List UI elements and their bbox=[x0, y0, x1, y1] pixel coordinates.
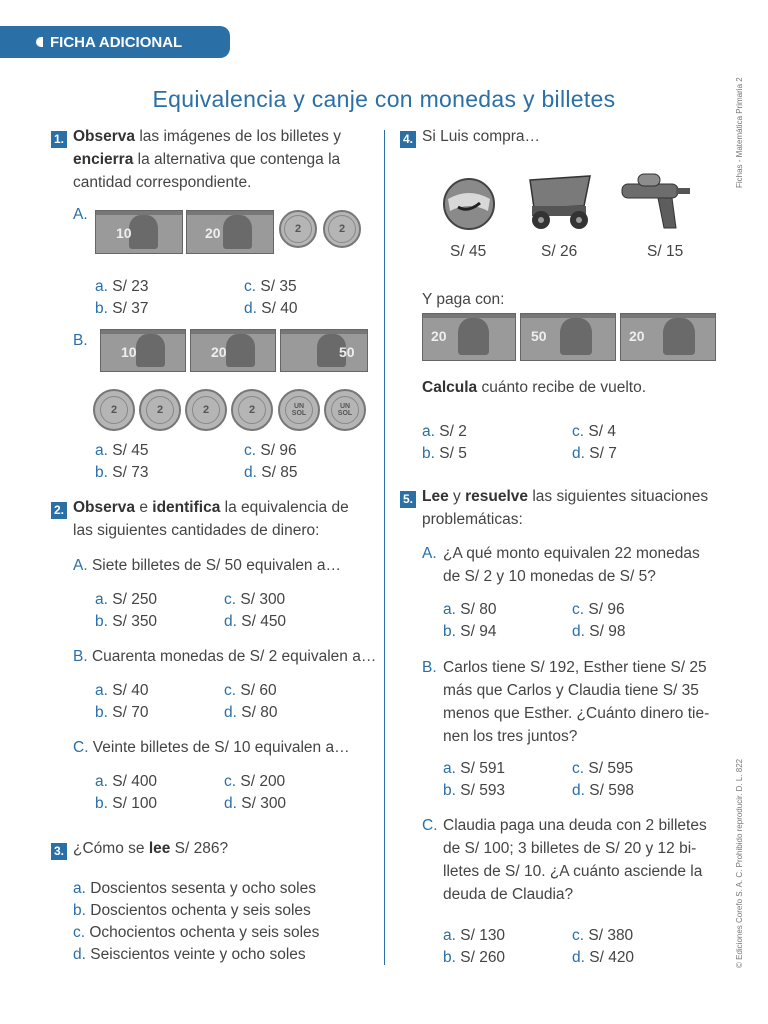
q5-line-1: Lee y resuelve las siguientes situaciones bbox=[422, 488, 709, 505]
q2-b-statement: B. Cuarenta monedas de S/ 2 equivalen a… bbox=[73, 648, 377, 665]
soccer-ball-icon bbox=[442, 177, 496, 231]
q2c-option-a: a. S/ 400 bbox=[95, 773, 158, 790]
q5a-option-c: c. S/ 96 bbox=[572, 601, 625, 618]
bill-50: 50 bbox=[280, 329, 368, 372]
q2a-option-a: a. S/ 250 bbox=[95, 591, 158, 608]
q3-option-b: b. Doscientos ochenta y seis soles bbox=[73, 902, 311, 919]
section-tab bbox=[0, 26, 230, 58]
q4-option-a: a. S/ 2 bbox=[422, 423, 467, 440]
bill-20: 20 bbox=[190, 329, 276, 372]
q1b-option-b: b. S/ 73 bbox=[95, 464, 149, 481]
q5-b-line-1: Carlos tiene S/ 192, Esther tiene S/ 25 bbox=[443, 659, 707, 676]
q5b-option-b: b. S/ 593 bbox=[443, 782, 506, 799]
coin-1-sol: UN SOL bbox=[278, 389, 320, 431]
q5a-option-d: d. S/ 98 bbox=[572, 623, 626, 640]
q4-option-b: b. S/ 5 bbox=[422, 445, 467, 462]
q2a-option-d: d. S/ 450 bbox=[224, 613, 287, 630]
q1-a-label: A. bbox=[73, 206, 88, 223]
coin-2: 2 bbox=[185, 389, 227, 431]
bill-20: 20 bbox=[186, 210, 274, 254]
water-gun-icon bbox=[618, 172, 692, 232]
q3-option-d: d. Seiscientos veinte y ocho soles bbox=[73, 946, 306, 963]
price-truck: S/ 26 bbox=[541, 243, 578, 260]
column-divider bbox=[384, 130, 385, 965]
q5-a-line-1: ¿A qué monto equivalen 22 monedas bbox=[443, 545, 700, 562]
q5-a-label: A. bbox=[422, 545, 437, 562]
q4-paga-label: Y paga con: bbox=[422, 291, 505, 308]
q5-b-line-3: menos que Esther. ¿Cuánto dinero tie- bbox=[443, 705, 710, 722]
q1-line-3: cantidad correspondiente. bbox=[73, 174, 252, 191]
bill-20: 20 bbox=[620, 313, 716, 361]
q5c-option-a: a. S/ 130 bbox=[443, 927, 506, 944]
q5-a-line-2: de S/ 2 y 10 monedas de S/ 5? bbox=[443, 568, 656, 585]
bill-50: 50 bbox=[520, 313, 616, 361]
page-title: Equivalencia y canje con monedas y billetes bbox=[152, 86, 616, 112]
side-note-top: Fichas - Matemática Primaria 2 bbox=[735, 77, 744, 188]
q2-c-statement: C. Veinte billetes de S/ 10 equivalen a… bbox=[73, 739, 350, 756]
q5-c-line-3: lletes de S/ 10. ¿A cuánto asciende la bbox=[443, 863, 703, 880]
q3-question: ¿Cómo se lee S/ 286? bbox=[73, 840, 229, 857]
q5-b-line-2: más que Carlos y Claudia tiene S/ 35 bbox=[443, 682, 699, 699]
q1-b-label: B. bbox=[73, 332, 88, 349]
q1-line-2: encierra la alternativa que contenga la bbox=[73, 151, 341, 168]
price-ball: S/ 45 bbox=[450, 243, 487, 260]
question-4-number: 4. bbox=[400, 131, 416, 148]
q5b-option-a: a. S/ 591 bbox=[443, 760, 506, 777]
coin-2: 2 bbox=[93, 389, 135, 431]
q3-option-a: a. Doscientos sesenta y ocho soles bbox=[73, 880, 316, 897]
coin-1-sol: UN SOL bbox=[324, 389, 366, 431]
q5-c-line-2: de S/ 100; 3 billetes de S/ 20 y 12 bi- bbox=[443, 840, 697, 857]
bill-20: 20 bbox=[422, 313, 516, 361]
coin-2: 2 bbox=[323, 210, 361, 248]
side-note-bottom: © Ediciones Corefo S. A. C. Prohibido reproducir. D. L. 822 bbox=[735, 758, 744, 968]
q5a-option-b: b. S/ 94 bbox=[443, 623, 497, 640]
q1a-option-a: a. S/ 23 bbox=[95, 278, 149, 295]
q2a-option-c: c. S/ 300 bbox=[224, 591, 286, 608]
question-3-number: 3. bbox=[51, 843, 67, 860]
q2b-option-b: b. S/ 70 bbox=[95, 704, 149, 721]
q1a-option-c: c. S/ 35 bbox=[244, 278, 297, 295]
q2a-option-b: b. S/ 350 bbox=[95, 613, 158, 630]
q1a-option-d: d. S/ 40 bbox=[244, 300, 298, 317]
q5a-option-a: a. S/ 80 bbox=[443, 601, 497, 618]
q5c-option-d: d. S/ 420 bbox=[572, 949, 635, 966]
q4-calculate: Calcula cuánto recibe de vuelto. bbox=[422, 379, 647, 396]
q5-c-line-4: deuda de Claudia? bbox=[443, 886, 574, 903]
q5c-option-b: b. S/ 260 bbox=[443, 949, 506, 966]
question-1-number: 1. bbox=[51, 131, 67, 148]
q1-line-1: Observa las imágenes de los billetes y bbox=[73, 128, 341, 145]
q5-b-line-4: nen los tres juntos? bbox=[443, 728, 578, 745]
q1a-option-b: b. S/ 37 bbox=[95, 300, 149, 317]
q4-option-d: d. S/ 7 bbox=[572, 445, 617, 462]
q5-c-line-1: Claudia paga una deuda con 2 billetes bbox=[443, 817, 707, 834]
q2b-option-a: a. S/ 40 bbox=[95, 682, 149, 699]
question-5-number: 5. bbox=[400, 491, 416, 508]
q5b-option-c: c. S/ 595 bbox=[572, 760, 634, 777]
coin-2: 2 bbox=[231, 389, 273, 431]
q5-b-label: B. bbox=[422, 659, 437, 676]
q2c-option-d: d. S/ 300 bbox=[224, 795, 287, 812]
q5b-option-d: d. S/ 598 bbox=[572, 782, 635, 799]
question-2-number: 2. bbox=[51, 502, 67, 519]
q2-line-1: Observa e identifica la equivalencia de bbox=[73, 499, 349, 516]
q2c-option-c: c. S/ 200 bbox=[224, 773, 286, 790]
q5-c-label: C. bbox=[422, 817, 438, 834]
price-water-gun: S/ 15 bbox=[647, 243, 684, 260]
q1b-option-a: a. S/ 45 bbox=[95, 442, 149, 459]
coin-2: 2 bbox=[139, 389, 181, 431]
tab-marker-icon bbox=[36, 37, 43, 47]
coin-2: 2 bbox=[279, 210, 317, 248]
tab-label: FICHA ADICIONAL bbox=[50, 33, 183, 51]
q2b-option-d: d. S/ 80 bbox=[224, 704, 278, 721]
q5-line-2: problemáticas: bbox=[422, 511, 523, 528]
q2b-option-c: c. S/ 60 bbox=[224, 682, 277, 699]
q1b-option-c: c. S/ 96 bbox=[244, 442, 297, 459]
q5c-option-c: c. S/ 380 bbox=[572, 927, 634, 944]
q2-line-2: las siguientes cantidades de dinero: bbox=[73, 522, 320, 539]
q2-a-statement: A. Siete billetes de S/ 50 equivalen a… bbox=[73, 557, 341, 574]
q2c-option-b: b. S/ 100 bbox=[95, 795, 158, 812]
q1b-option-d: d. S/ 85 bbox=[244, 464, 298, 481]
bill-10: 10 bbox=[100, 329, 186, 372]
toy-truck-icon bbox=[524, 172, 596, 232]
q4-option-c: c. S/ 4 bbox=[572, 423, 616, 440]
bill-10: 10 bbox=[95, 210, 183, 254]
q3-option-c: c. Ochocientos ochenta y seis soles bbox=[73, 924, 320, 941]
q4-line-1: Si Luis compra… bbox=[422, 128, 541, 145]
